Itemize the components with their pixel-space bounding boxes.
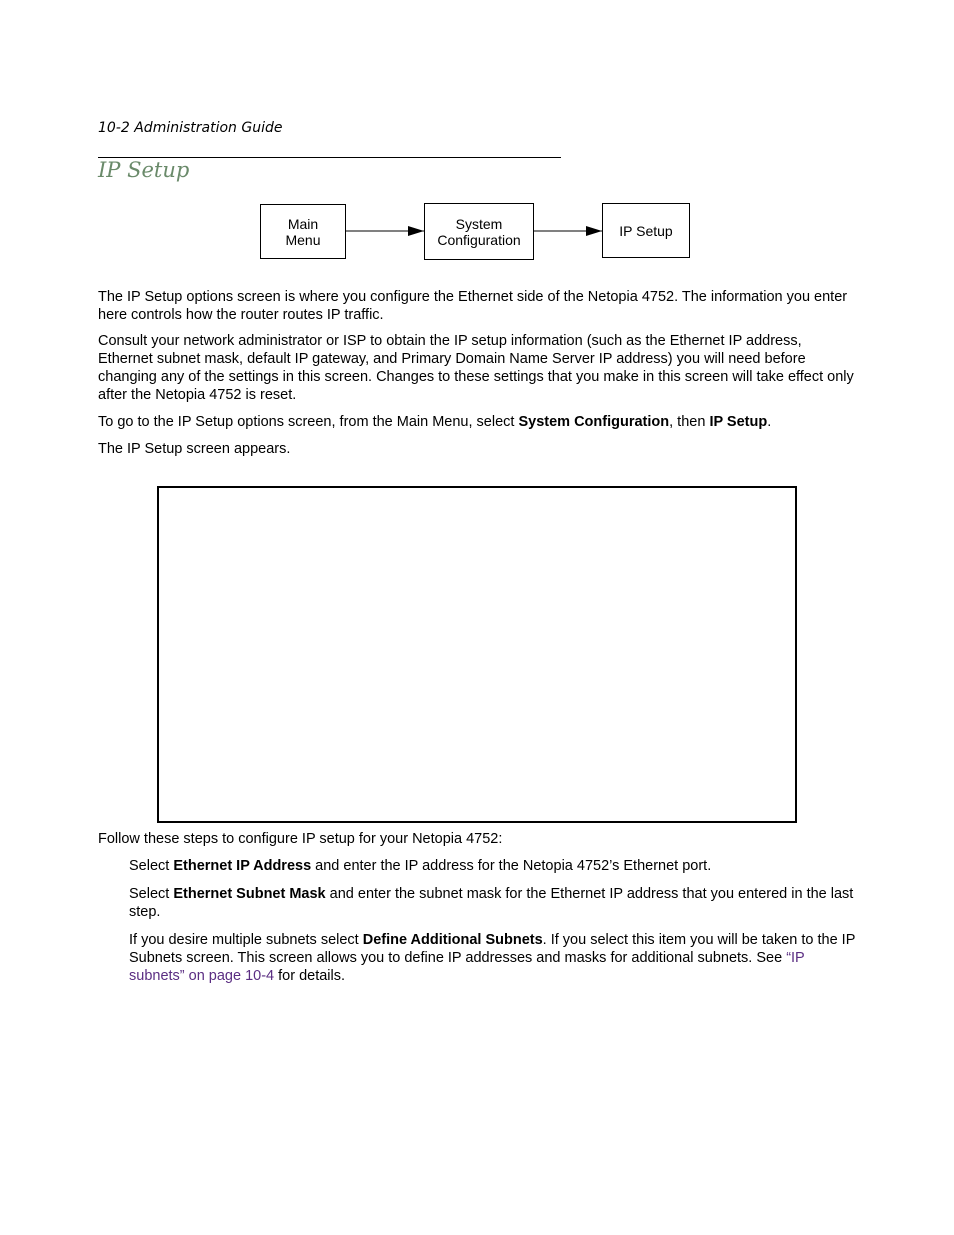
running-head: 10-2 Administration Guide (98, 120, 283, 136)
text: . (767, 414, 772, 430)
paragraph-intro: The IP Setup options screen is where you configure the Ethernet side of the Netopia 4752. The information you enter here controls how the router routes IP traffic. (98, 289, 848, 323)
flow-node-ip-setup (602, 203, 690, 258)
step-ethernet-ip-address (129, 857, 857, 875)
flow-node-main-menu (260, 204, 346, 259)
step-ethernet-subnet-mask (129, 885, 857, 921)
screen-capture-frame (157, 486, 797, 823)
menu-item-name: System Configuration (518, 414, 670, 430)
step-additional-subnets (129, 931, 857, 985)
ip-subnets-cross-reference-link[interactable]: “IP subnets” on page 10-4 (129, 950, 805, 984)
flow-node-label: Main Menu (285, 215, 321, 248)
paragraph-screen-appears: The IP Setup screen appears. (98, 441, 291, 457)
text: Select (129, 886, 174, 902)
text: If you desire multiple subnets select (129, 932, 363, 948)
paragraph-steps-intro: Follow these steps to configure IP setup for your Netopia 4752: (98, 831, 503, 847)
field-name: Ethernet Subnet Mask (173, 886, 326, 902)
flow-node-system-configuration (424, 203, 534, 260)
flow-node-label: System Configuration (437, 215, 521, 248)
text: , then (669, 414, 710, 430)
field-name: Define Additional Subnets (362, 932, 543, 948)
menu-item-name: IP Setup (709, 414, 768, 430)
flow-node-label: IP Setup (619, 222, 673, 239)
section-title: IP Setup (98, 158, 190, 182)
paragraph-navigation (98, 413, 858, 431)
field-name: Ethernet IP Address (173, 858, 312, 874)
text: Select (129, 858, 174, 874)
text: To go to the IP Setup options screen, from the Main Menu, select (98, 414, 519, 430)
text: . If you select this item you will be taken to the IP Subnets screen. This screen allows you to define IP addresses and masks for additional subnets. See (129, 932, 856, 966)
text: and enter the IP address for the Netopia 4752’s Ethernet port. (311, 858, 712, 874)
text: for details. (274, 968, 346, 984)
paragraph-consult: Consult your network administrator or ISP to obtain the IP setup information (such as the Ethernet IP address, Ethernet subnet mask, default IP gateway, and Primary Domain Name Server IP address) you will need before changing any of the settings in this screen. Changes to these settings that you make in this screen will take effect only after the Netopia 4752 is reset. (98, 333, 854, 403)
text: and enter the subnet mask for the Ethernet IP address that you entered in the last step. (129, 886, 854, 920)
